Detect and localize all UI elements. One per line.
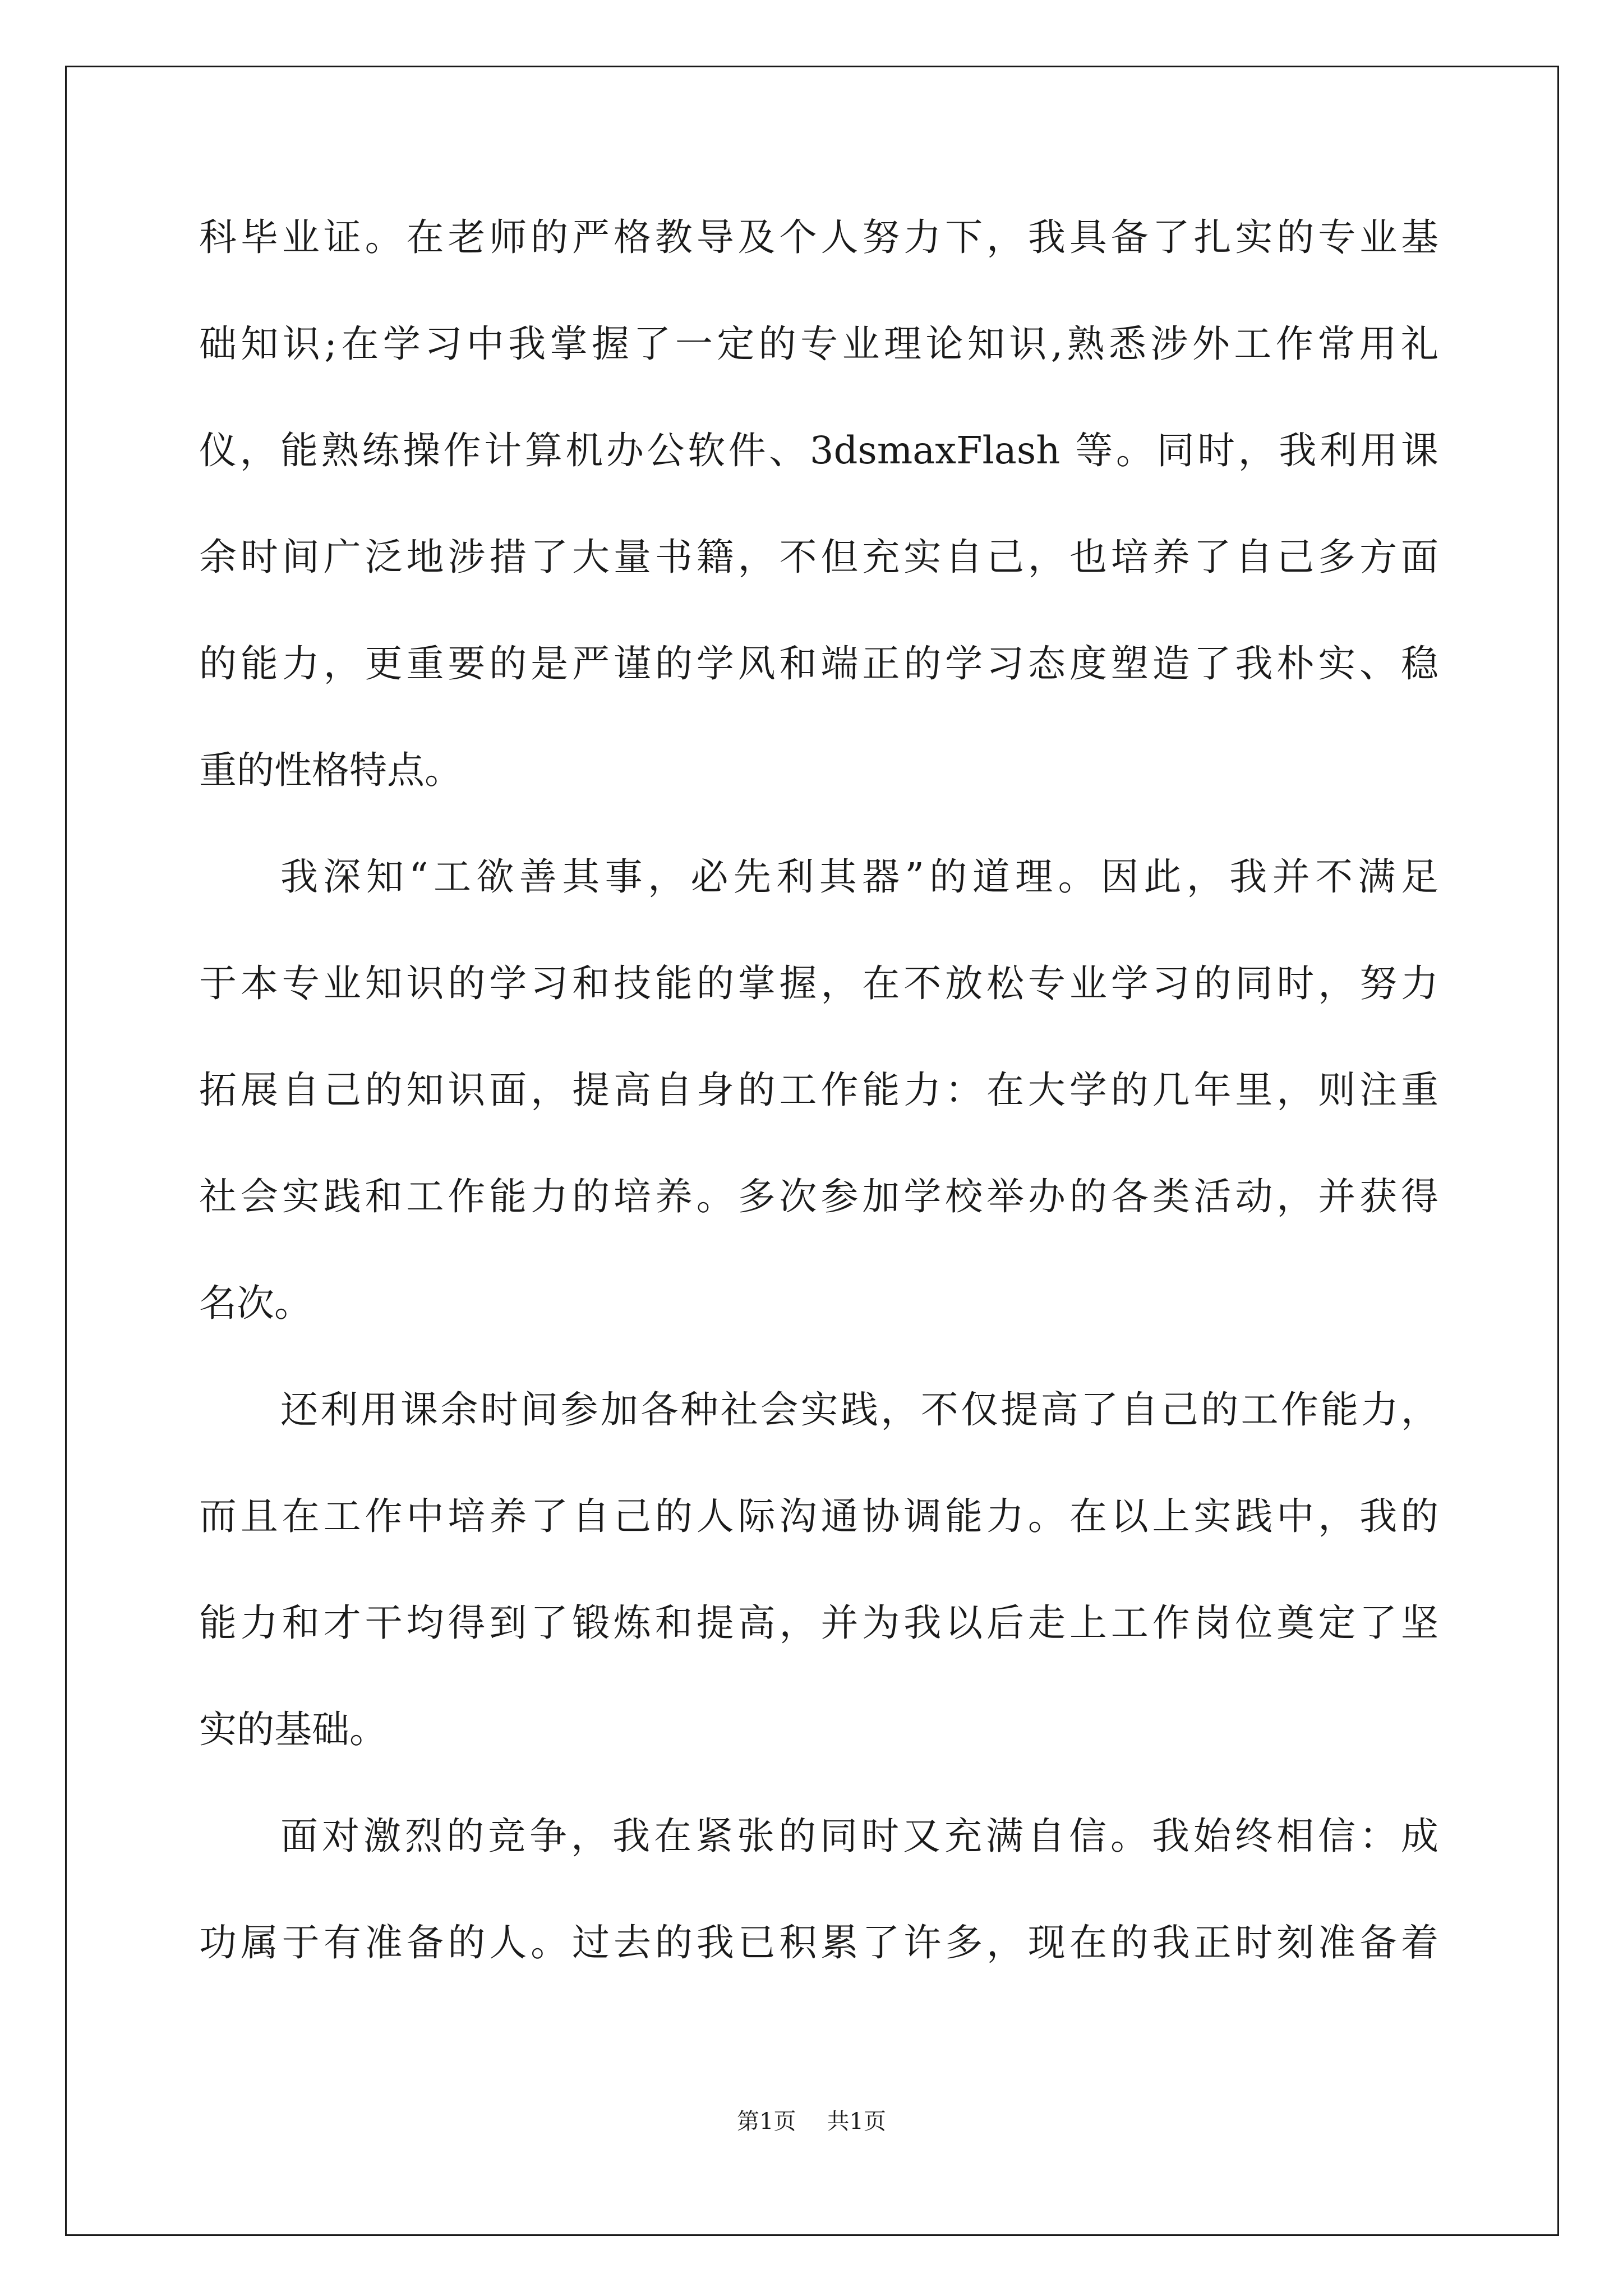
text-line: 名次。: [199, 1281, 312, 1325]
text-line: 础知识;在学习中我掌握了一定的专业理论知识,熟悉涉外工作常用礼: [199, 322, 1438, 366]
page-number-total: 共1页: [827, 2109, 886, 2134]
text-line: 余时间广泛地涉措了大量书籍，不但充实自己，也培养了自己多方面: [199, 535, 1438, 579]
text-line: 功属于有准备的人。过去的我已积累了许多，现在的我正时刻准备着: [199, 1921, 1438, 1964]
text-line: 我深知“工欲善其事，必先利其器”的道理。因此，我并不满足: [280, 855, 1438, 899]
text-line: 社会实践和工作能力的培养。多次参加学校举办的各类活动，并获得: [199, 1175, 1438, 1218]
text-line: 于本专业知识的学习和技能的掌握，在不放松专业学习的同时，努力: [199, 961, 1438, 1005]
text-line: 面对激烈的竞争，我在紧张的同时又充满自信。我始终相信：成: [280, 1814, 1438, 1858]
text-line: 实的基础。: [199, 1708, 387, 1751]
text-line: 科毕业证。在老师的严格教导及个人努力下，我具备了扎实的专业基: [199, 215, 1438, 259]
page-footer: [0, 2104, 1623, 2136]
text-line: 的能力，更重要的是严谨的学风和端正的学习态度塑造了我朴实、稳: [199, 642, 1438, 685]
text-line: 拓展自己的知识面，提高自身的工作能力：在大学的几年里，则注重: [199, 1068, 1438, 1112]
document-body: [199, 215, 1438, 2031]
text-line: 仪，能熟练操作计算机办公软件、3dsmaxFlash 等。同时，我利用课: [199, 429, 1438, 472]
text-line: 能力和才干均得到了锻炼和提高，并为我以后走上工作岗位奠定了坚: [199, 1601, 1438, 1645]
text-line: 还利用课余时间参加各种社会实践，不仅提高了自己的工作能力，: [280, 1388, 1438, 1432]
text-line: 重的性格特点。: [199, 748, 462, 792]
page-number-current: 第1页: [737, 2109, 796, 2134]
text-line: 而且在工作中培养了自己的人际沟通协调能力。在以上实践中，我的: [199, 1494, 1438, 1538]
